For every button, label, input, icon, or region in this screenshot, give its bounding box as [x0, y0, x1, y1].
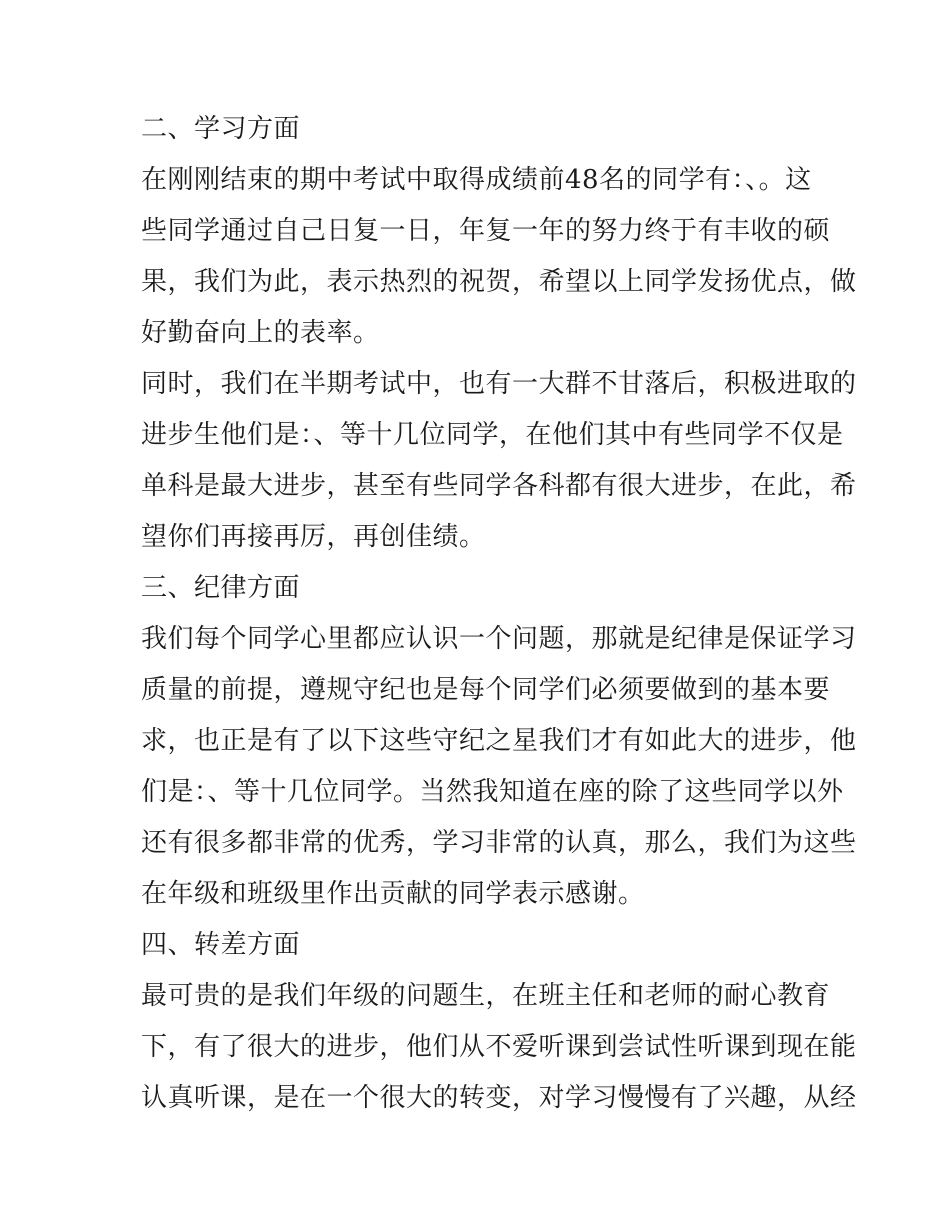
paragraph-line: 在年级和班级里作出贡献的同学表示感谢。 [141, 879, 645, 909]
document-body [141, 104, 857, 1124]
paragraph-line: 们是：、等十几位同学。当然我知道在座的除了这些同学以外 [141, 777, 844, 807]
paragraph-line: 认真听课，是在一个很大的转变，对学习慢慢有了兴趣，从经 [141, 1083, 857, 1113]
section-heading-study: 二、学习方面 [141, 114, 301, 144]
paragraph-line: 果，我们为此，表示热烈的祝贺，希望以上同学发扬优点，做 [141, 267, 857, 297]
paragraph-line: 求，也正是有了以下这些守纪之星我们才有如此大的进步，他 [141, 726, 857, 756]
paragraph-line: 望你们再接再厉，再创佳绩。 [141, 522, 486, 552]
paragraph-line: 下，有了很大的进步，他们从不爱听课到尝试性听课到现在能 [141, 1032, 857, 1062]
section-heading-discipline: 三、纪律方面 [141, 573, 301, 603]
section-heading-improvement: 四、转差方面 [141, 930, 301, 960]
paragraph-line: 些同学通过自己日复一日，年复一年的努力终于有丰收的硕 [141, 216, 831, 246]
paragraph-line: 进步生他们是：、等十几位同学，在他们其中有些同学不仅是 [141, 420, 844, 450]
paragraph-line: 单科是最大进步，甚至有些同学各科都有很大进步，在此，希 [141, 471, 857, 501]
paragraph-line: 好勤奋向上的表率。 [141, 318, 380, 348]
paragraph-line: 质量的前提，遵规守纪也是每个同学们必须要做到的基本要 [141, 675, 831, 705]
paragraph-line: 在刚刚结束的期中考试中取得成绩前48名的同学有：、。这 [141, 165, 812, 195]
paragraph-line: 我们每个同学心里都应认识一个问题，那就是纪律是保证学习 [141, 624, 857, 654]
paragraph-line: 最可贵的是我们年级的问题生，在班主任和老师的耐心教育 [141, 981, 831, 1011]
paragraph-line: 同时，我们在半期考试中，也有一大群不甘落后，积极进取的 [141, 369, 857, 399]
paragraph-line: 还有很多都非常的优秀，学习非常的认真，那么，我们为这些 [141, 828, 857, 858]
